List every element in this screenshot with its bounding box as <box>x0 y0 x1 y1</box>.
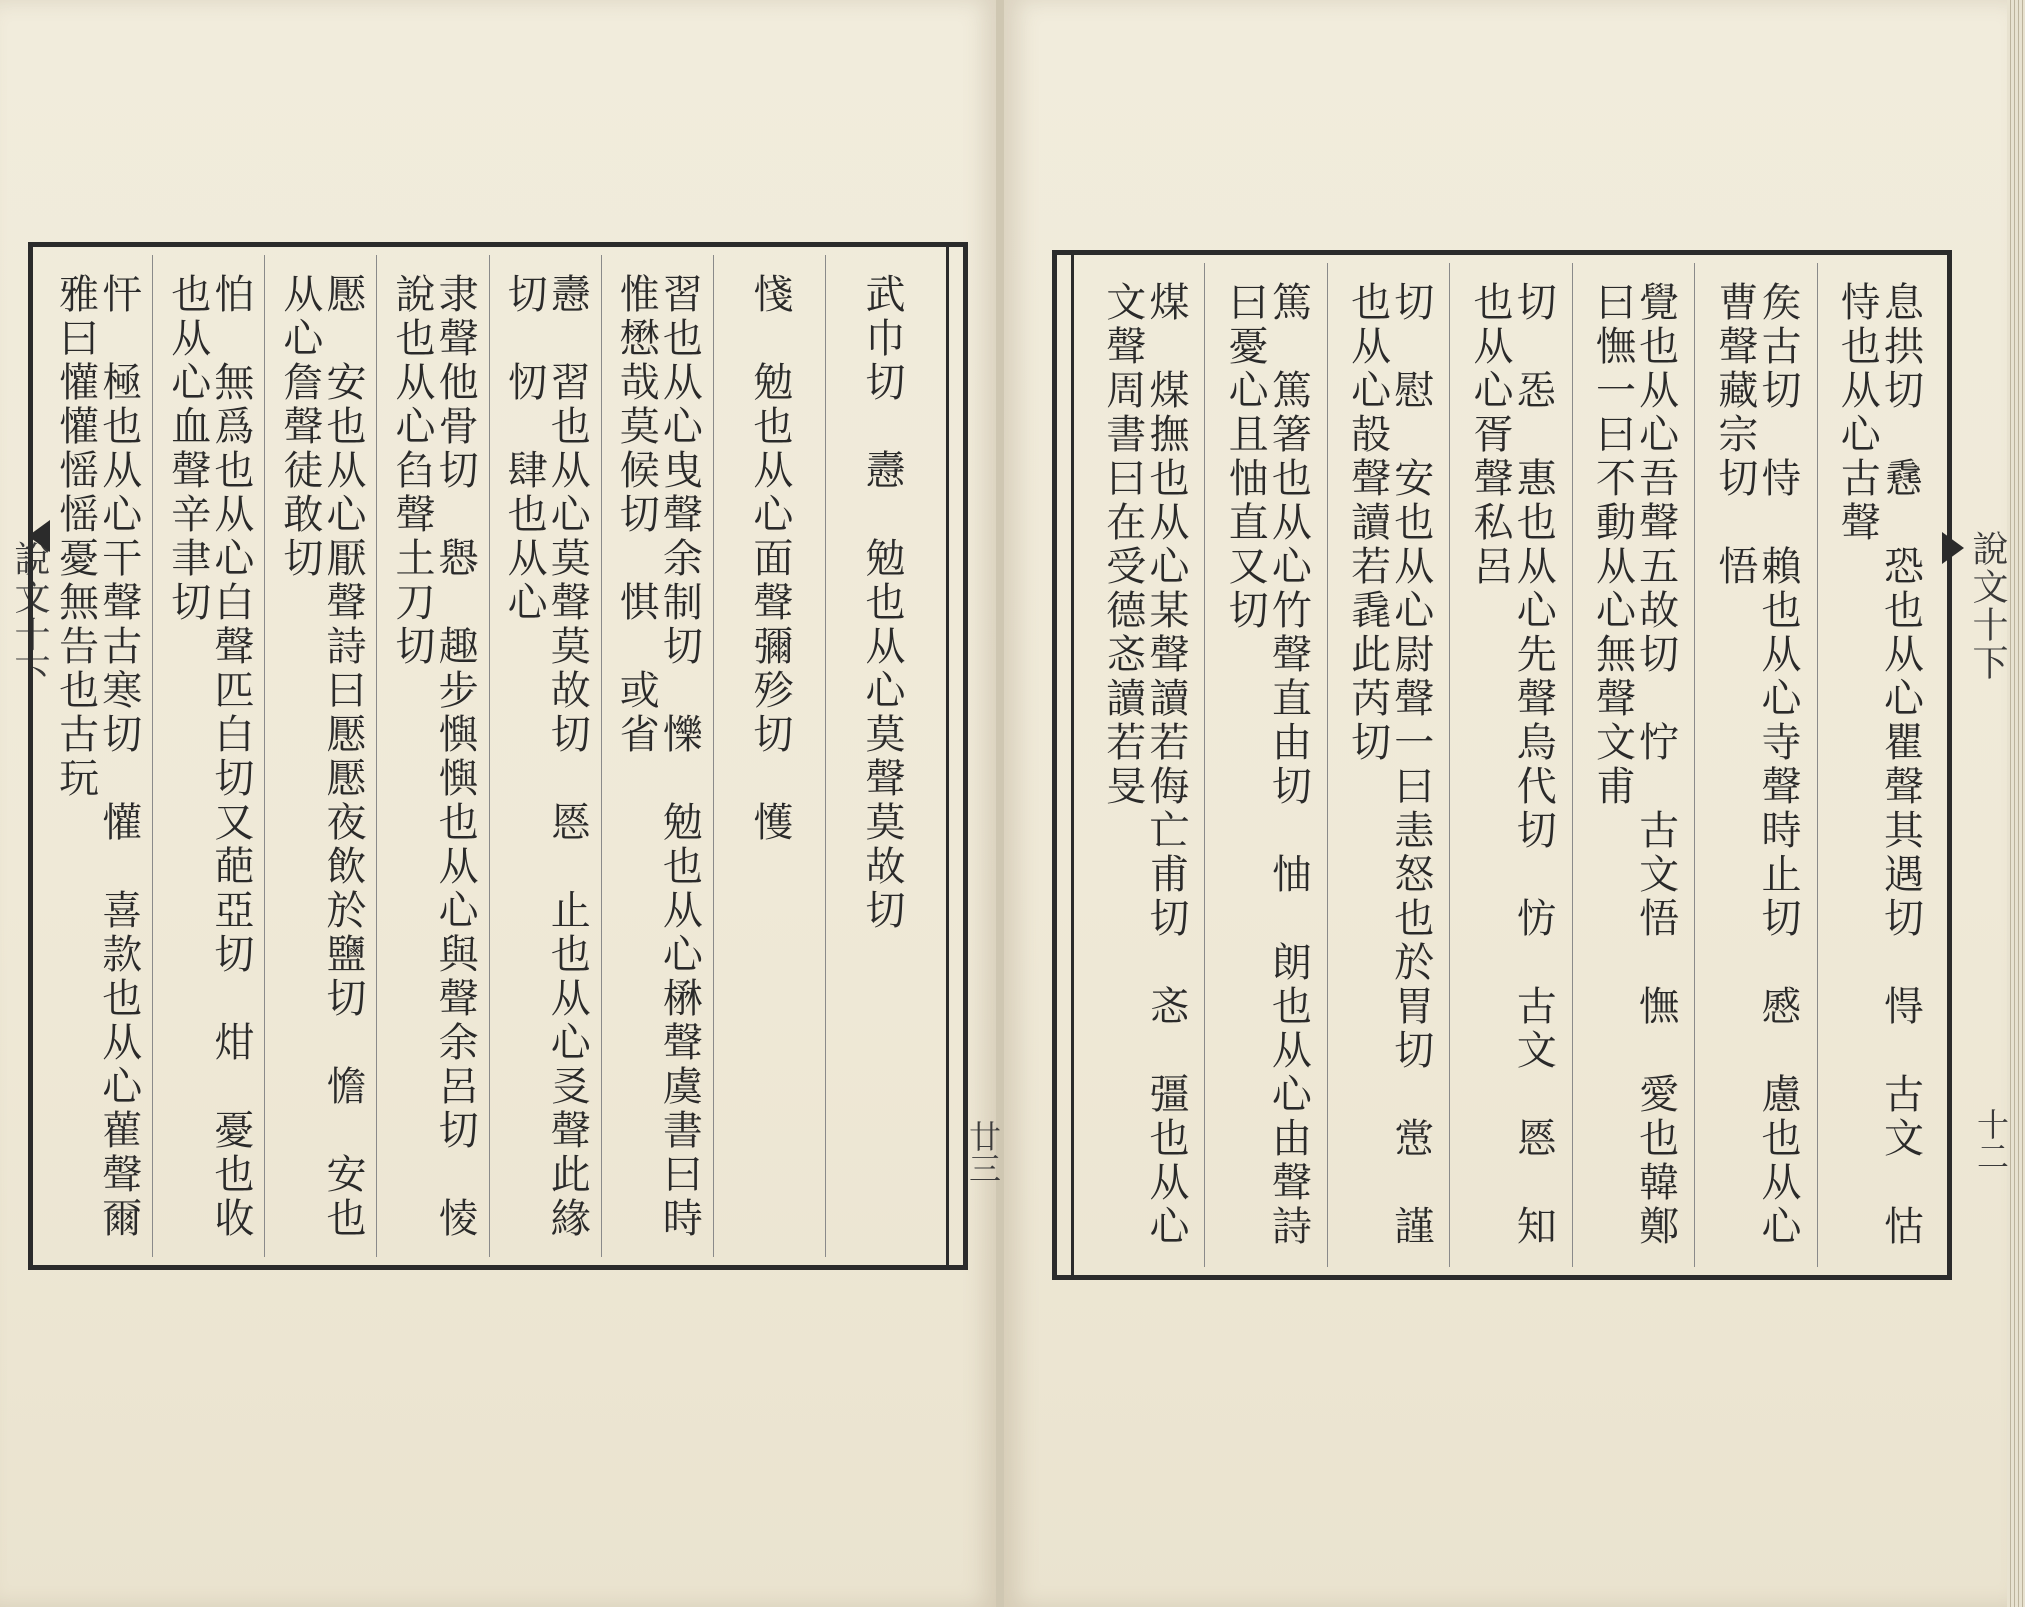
right-text-frame <box>1052 250 1952 1293</box>
column-text: 㥇 勉也从心面聲彌殄切 㦜 <box>746 273 793 845</box>
left-columns <box>41 255 937 1285</box>
text-column <box>264 255 376 1257</box>
right-fishtail-mark <box>1942 532 1964 564</box>
text-column <box>1817 263 1939 1293</box>
text-column <box>601 255 713 1257</box>
column-text: 武巾切 㦞 勉也从心莫聲莫故切 <box>859 273 906 933</box>
column-text: 矦古切 恃 賴也从心寺聲時止切 㥻 慮也从心曹聲藏宗切 悟 <box>1711 281 1802 1249</box>
text-column <box>1572 263 1694 1267</box>
left-text-frame <box>28 242 968 1285</box>
column-text: 㦞 習也从心莫聲莫故切 㥦 止也从心㕛聲此緣切 㣼 肆也从心 <box>501 273 591 1241</box>
column-text: 息拱切 㦌 恐也从心瞿聲其遇切 㥂 古文 怙 恃也从心古聲 <box>1834 281 1924 1293</box>
right-folio-number: 十二 <box>1972 1108 2010 1172</box>
page-edges <box>2007 0 2025 1607</box>
column-text: 切 慰 安也从心尉聲一曰恚怒也於胃切 㦂 謹也从心㱿聲讀若毳此芮切 <box>1344 281 1434 1249</box>
text-column <box>41 255 152 1257</box>
column-text: 篤 篤箸也从心竹聲直由切 怞 朗也从心由聲詩曰憂心且怞直又切 <box>1222 281 1312 1249</box>
column-text: 懕 安也从心厭聲詩曰懕懕夜飲於鹽切 憺 安也从心詹聲徒敢切 <box>276 273 366 1241</box>
column-text: 覺也从心吾聲五故切 㤖 古文悟 憮 愛也韓鄭曰憮一曰不動从心無聲文甫 <box>1589 281 1679 1249</box>
left-margin-title: 說文十下 <box>9 540 50 692</box>
column-text: 怕 無爲也从心白聲匹白切又葩亞切 㶰 憂也收也从心血聲辛聿切 <box>164 273 254 1241</box>
column-text: 隶聲他骨切 㦛 趣步懙懙也从心與聲余呂切 㥄 說也从心臽聲土刀切 <box>388 273 479 1285</box>
column-text: 忓 極也从心干聲古寒切 懽 喜款也从心雚聲爾雅曰懽懽愮愮憂無告也古玩 <box>52 273 142 1241</box>
text-column <box>1204 263 1326 1267</box>
text-column <box>1083 263 1204 1267</box>
left-folio-number: 廿三 <box>964 1120 1002 1184</box>
text-column <box>1694 263 1816 1267</box>
text-column <box>713 255 825 1257</box>
right-margin-title: 說文十下 <box>1967 530 2008 682</box>
text-column <box>825 255 937 1257</box>
text-column <box>152 255 264 1257</box>
frame-rule <box>946 247 949 1265</box>
text-column <box>1449 263 1571 1267</box>
frame-rule <box>1071 255 1074 1275</box>
text-column <box>489 255 601 1257</box>
right-columns <box>1083 263 1939 1293</box>
column-text: 切 㤅 惠也从心先聲烏代切 㤃 古文 㥦 知也从心胥聲私呂 <box>1467 281 1557 1249</box>
column-text: 習也从心曳聲余制切 㦡 勉也从心楙聲虞書曰時惟懋哉莫候切 㥍 或省 <box>613 273 703 1241</box>
column-text: 煤 煤撫也从心某聲讀若侮亡甫切 忞 彊也从心文聲周書曰在受德忞讀若旻 <box>1099 281 1189 1249</box>
text-column <box>1327 263 1449 1267</box>
text-column <box>376 255 488 1285</box>
